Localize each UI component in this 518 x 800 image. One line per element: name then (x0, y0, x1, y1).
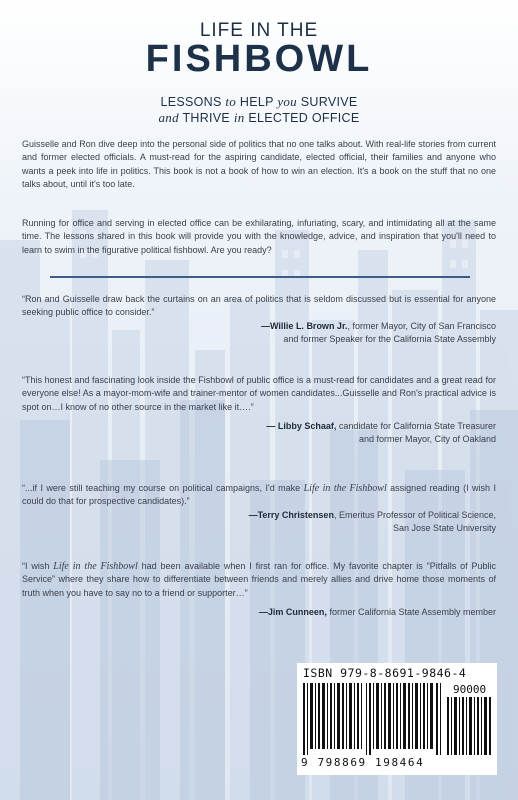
endorsement-quote-1 (22, 293, 496, 346)
title-line-1: LIFE IN THE (199, 20, 319, 41)
quote-text (22, 560, 496, 600)
subtitle-word: ELECTED OFFICE (248, 111, 360, 125)
isbn-label: ISBN 979-8-8691-9846-4 (303, 666, 467, 680)
quote-author-role: and former Mayor, City of Oakland (358, 434, 496, 445)
subtitle-word: LESSONS (160, 95, 222, 109)
quote-text: “Ron and Guisselle draw back the curtains on an area of politics that is seldom discussed but is essential for anyone seeking public office to consider.” (22, 294, 496, 318)
ean-digits: 9 798869 198464 (301, 756, 425, 769)
price-barcode (447, 697, 493, 755)
title-line-2: FISHBOWL (145, 38, 373, 80)
subtitle-word: THRIVE (182, 111, 231, 125)
quote-text (22, 482, 496, 509)
quote-author: — Libby Schaaf, (266, 420, 337, 431)
quote-attribution (22, 606, 496, 619)
subtitle-word: SURVIVE (300, 95, 358, 109)
book-title-italic: Life in the Fishbowl (53, 561, 138, 572)
quote-author-role: and former Speaker for the California State Assembly (283, 333, 496, 344)
quote-attribution (22, 509, 496, 536)
quote-author: —Terry Christensen (248, 509, 334, 520)
subtitle-word: HELP (239, 95, 274, 109)
ean-barcode (303, 683, 443, 755)
description-paragraph-1: Guisselle and Ron dive deep into the personal side of politics that no one talks about. With real-life stories from current and former elected officials. A must-read for the aspiring candidate, elected official, their families and anyone who wants a peek into life in politics. This book is not a book of how to win an election. It's a book on the stuff that no one talks about, until it's too late. (22, 139, 496, 189)
quote-author-role: , Emeritus Professor of Political Science, (333, 509, 496, 520)
quote-author-role: , former Mayor, City of San Francisco (347, 320, 496, 331)
quote-author: —Willie L. Brown Jr. (261, 320, 348, 331)
endorsement-quote-2 (22, 374, 496, 446)
divider-rule (50, 276, 470, 278)
subtitle-word: in (233, 110, 245, 125)
quote-attribution (22, 320, 496, 347)
quote-text-part: had been available when I first ran for office. My favorite chapter is “Pitfalls of Public Service” where they share how to differentiate between friends and merely allies and drive home those moments of truth when you have to say no to a friend or supporter…” (22, 561, 496, 598)
quote-author-role: former California State Assembly member (326, 606, 496, 617)
quote-author: —Jim Cunneen, (258, 606, 327, 617)
price-code: 90000 (453, 683, 487, 696)
quote-text-part: “I wish (22, 561, 54, 571)
quote-text-part: assigned reading (I wish I could do that for prospective candidates).” (22, 483, 496, 507)
isbn-barcode-box (297, 663, 497, 775)
subtitle-word: you (277, 94, 297, 109)
endorsement-quote-4 (22, 560, 496, 619)
quote-attribution (22, 420, 496, 447)
book-title-italic: Life in the Fishbowl (303, 483, 387, 494)
quote-text-part: “...if I were still teaching my course on political campaigns, I'd make (22, 483, 304, 493)
subtitle-word: to (225, 94, 237, 109)
quote-author-role: San Jose State University (392, 522, 496, 533)
quote-author-role: candidate for California State Treasurer (336, 420, 496, 431)
quote-text: “This honest and fascinating look inside the Fishbowl of public office is a must-read for candidates and a great read for everyone else! As a mayor-mom-wife and trainer-mentor of women candidates...Guisselle and Ron's practical advice is spot on…I know of no other source in the market like it….” (22, 375, 496, 412)
description-paragraph-2: Running for office and serving in elected office can be exhilarating, infuriating, scary, and intimidating all at the same time. The lessons shared in this book will provide you with the knowledge, advice, and inspiration that you'll need to learn to swim in the figurative political fishbowl. Are you ready? (22, 218, 496, 255)
subtitle (0, 94, 518, 126)
subtitle-word: and (158, 110, 179, 125)
endorsement-quote-3 (22, 482, 496, 535)
